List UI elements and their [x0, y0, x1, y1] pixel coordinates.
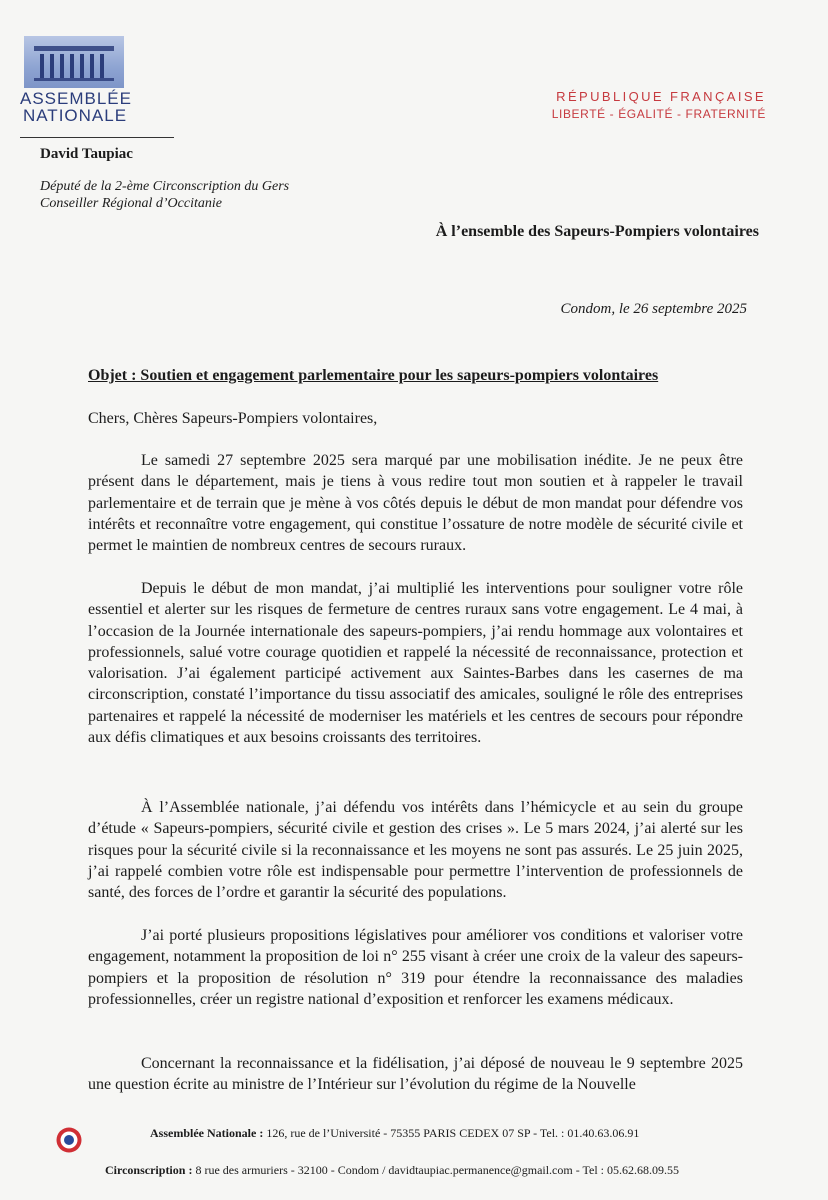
paragraph-3: À l’Assemblée nationale, j’ai défendu vos intérêts dans l’hémicycle et au sein du groupe d’étude « Sapeurs-pompiers, sécurité civile et gestion des crises ». Le 5 mars 2024, j’ai alerté sur les risques pour la sécurité civile si la reconnaissance et les moyens ne sont pas assurés. Le 25 juin 2025, j’ai rappelé combien votre rôle est indispensable pour permettre l’intervention de professionnels de santé, des forces de l’ordre et garantir la sécurité des populations.	[88, 799, 743, 902]
paragraph-1: Le samedi 27 septembre 2025 sera marqué par une mobilisation inédite. Je ne peux être présent dans le département, mais je tiens à vous redire tout mon soutien et à rappeler le travail parlementaire et de terrain que je mène à vos côtés depuis le début de mon mandat pour défendre vos intérêts et reconnaître votre engagement, qui constitue l’ossature de notre modèle de sécurité civile et permet le maintien de nombreux centres de secours ruraux.	[88, 452, 743, 555]
recipient-line: À l’ensemble des Sapeurs-Pompiers volontaires	[435, 223, 759, 240]
tricolor-cocarde-icon	[56, 1127, 82, 1153]
footer-label-1: Assemblée Nationale :	[150, 1126, 264, 1140]
republic-title: RÉPUBLIQUE FRANÇAISE	[556, 89, 766, 104]
footer-label-2: Circonscription :	[105, 1163, 193, 1177]
header-divider	[20, 137, 174, 138]
letter-subject: Objet : Soutien et engagement parlementaire pour les sapeurs-pompiers volontaires	[88, 367, 659, 384]
republic-motto: LIBERTÉ - ÉGALITÉ - FRATERNITÉ	[551, 107, 766, 121]
footer-assemblee-address	[150, 1126, 639, 1141]
salutation: Chers, Chères Sapeurs-Pompiers volontaires,	[88, 410, 378, 427]
footer-text-1: 126, rue de l’Université - 75355 PARIS CEDEX 07 SP - Tel. : 01.40.63.06.91	[263, 1126, 640, 1140]
sender-name: David Taupiac	[40, 146, 133, 162]
place-date: Condom, le 26 septembre 2025	[560, 301, 747, 317]
hemicycle-columns-icon	[24, 36, 124, 88]
paragraph-2: Depuis le début de mon mandat, j’ai multiplié les interventions pour souligner votre rôle essentiel et alerter sur les risques de fermeture de centres ruraux sans votre engagement. Le 4 mai, à l’occasion de la Journée internationale des sapeurs-pompiers, j’ai rendu hommage aux volontaires et professionnels, salué votre courage quotidien et rappelé la nécessité de reconnaissance, protection et valorisation. J’ai également participé activement aux Saintes-Barbes dans les casernes de ma circonscription, constaté l’importance du tissu associatif des amicales, souligné le rôle des entreprises partenaires et rappelé la nécessité de moderniser les matériels et les centres de secours pour répondre aux défis climatiques et aux besoins croissants des territoires.	[88, 580, 743, 747]
paragraph-5: Concernant la reconnaissance et la fidélisation, j’ai déposé de nouveau le 9 septembre 2025 une question écrite au ministre de l’Intérieur sur l’évolution du régime de la Nouvelle	[88, 1055, 743, 1094]
footer-circonscription-address	[105, 1163, 679, 1178]
logo-wordmark	[20, 90, 130, 124]
paragraph-4: J’ai porté plusieurs propositions législatives pour améliorer vos conditions et valoriser votre engagement, notamment la proposition de loi n° 255 visant à créer une croix de la valeur des sapeurs-pompiers et la proposition de résolution n° 319 pour étendre la reconnaissance des maladies professionnelles, créer un registre national d’exposition et renforcer les examens médicaux.	[88, 927, 743, 1008]
republique-francaise-mark	[552, 89, 766, 121]
footer-text-2: 8 rue des armuriers - 32100 - Condom / davidtaupiac.permanence@gmail.com - Tel : 05.62.68.09.55	[192, 1163, 679, 1177]
logo-line-1: ASSEMBLÉE	[20, 89, 132, 108]
logo-line-2: NATIONALE	[22, 106, 128, 125]
sender-role-regional: Conseiller Régional d’Occitanie	[40, 196, 222, 211]
sender-role-deputy: Député de la 2-ème Circonscription du Gers	[40, 179, 290, 194]
sender-roles	[40, 178, 289, 212]
